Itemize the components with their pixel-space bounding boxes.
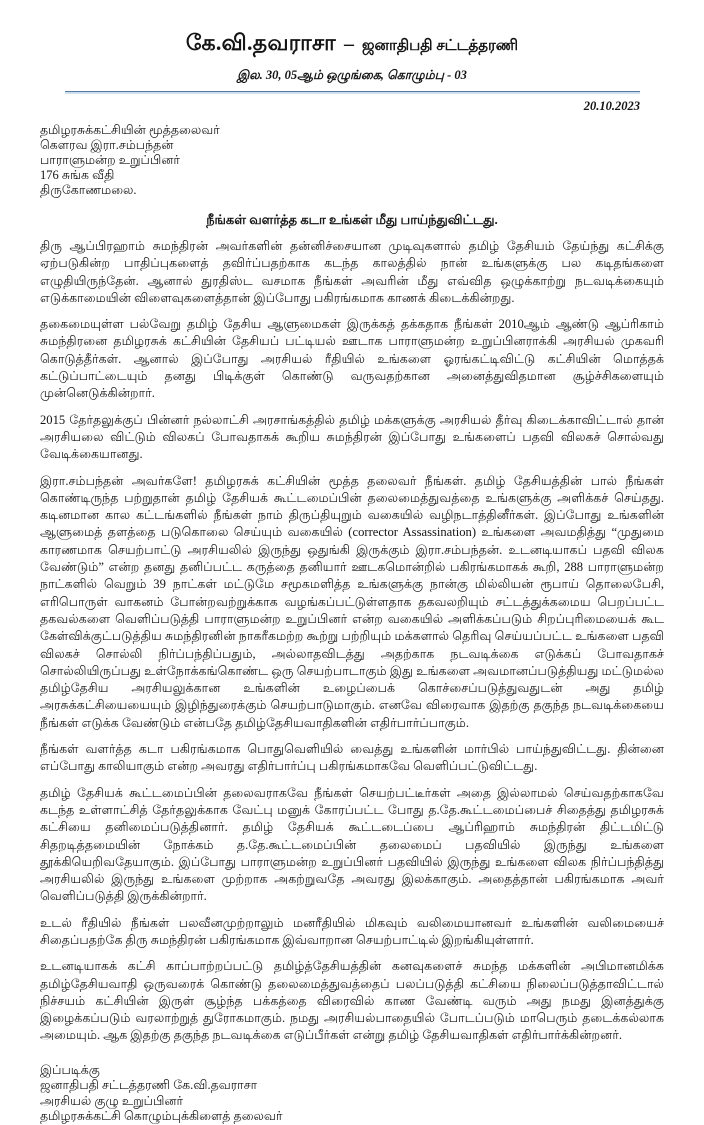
recipient-line: கௌரவ இரா.சம்பந்தன்	[40, 138, 174, 152]
body-paragraph: நீங்கள் வளர்த்த கடா பகிரங்கமாக பொதுவெளியில் வைத்து உங்களின் மார்பில் பாய்ந்துவிட்டது. தின்னை எப்போது காலியாகும் என்ற அவரது எதிர்பார்ப்பு பகிரங்கமாகவே வெளிப்பட்டுவிட்டது.	[40, 742, 664, 774]
letter-date: 20.10.2023	[583, 99, 640, 113]
recipient-line: பாராளுமன்ற உறுப்பினர்	[40, 153, 180, 167]
recipient-line: தமிழரசுக்கட்சியின் மூத்தலைவர்	[40, 123, 220, 137]
letterhead-separator: –	[343, 33, 354, 55]
divider	[65, 91, 640, 94]
body-paragraph: திரு ஆப்பிரஹாம் சுமந்திரன் அவர்களின் தன்னிச்சையான முடிவுகளால் தமிழ் தேசியம் தேய்ந்து கட்சிக்கு ஏற்படுகின்ற பாதிப்புகளைத் தவிர்ப்பதற்காக கடந்த காலத்தில் நான் உங்களுக்கு பல கடிதங்களை எழுதியிருந்தேன். ஆனால் துரதிஸ்ட வசமாக நீங்கள் அவரின் மீது எவ்வித ஒழுக்காற்று நடவடிக்கையும் எடுக்காமையின் விளைவுகளைத்தான் இப்போது பகிரங்கமாக காணக் கிடைக்கின்றது.	[40, 239, 664, 305]
letterhead	[40, 30, 664, 84]
body-paragraph: இரா.சம்பந்தன் அவர்களே! தமிழரசுக் கட்சியின் மூத்த தலைவர் நீங்கள். தமிழ் தேசியத்தின் பால் நீங்கள் கொண்டிருந்த பற்றுதான் தமிழ் தேசியக் கூட்டமைப்பின் தலைமைத்துவத்தை உங்களுக்கு அளிக்கச் செய்தது. கடினமான கால கட்டங்களில் நீங்கள் நாம் திருப்தியுறும் வகையில் வழிநடாத்தினீர்கள். இப்போது உங்களின் ஆளுமைத் தளத்தை படுகொலை செய்யும் வகையில் (corrector Assassination) உங்களை அவமதித்து “முதுமை காரணமாக செயற்பாட்டு அரசியலில் இருந்து ஒதுங்கி இருக்கும் இரா.சம்பந்தன். உடனடியாகப் பதவி விலக வேண்டும்” என்ற தனது தனிப்பட்ட கருத்தை தனியார் ஊடகமொன்றில் பகிரங்கமாகக் கூறி, 288 பாராளுமன்ற நாட்களில் வெறும் 39 நாட்கள் மட்டுமே சமூகமளித்த உங்களுக்கு நான்கு மில்லியன் ரூபாய் தொலைபேசி, எரிபொருள் வாகனம் போன்றவற்றுக்காக வழங்கப்பட்டுள்ளதாக தகவலறியும் சட்டத்துக்கமைய பெறப்பட்ட தகவல்களை வெளிப்படுத்தி பாராளுமன்ற உறுப்பினர் என்ற வகையில் அளிக்கப்படும் சிறப்புரிமையைக் கூட கேள்விக்குட்படுத்திய சுமந்திரனின் நாகரீகமற்ற கூற்று பற்றியும் மக்களால் தெரிவு செய்யப்பட்ட உங்களை பதவி விலகச் சொல்லி நிர்ப்பந்திப்பதும், அல்லாதவிடத்து அதற்காக நடவடிக்கை எடுக்கப் போவதாகச் சொல்லியிருப்பது உள்நோக்கங்கொண்ட ஒரு செயற்பாடாகும் இது உங்களை அவமானப்படுத்தியது மட்டுமல்ல தமிழ்தேசிய அரசியலுக்கான உங்களின் உழைப்பைக் கொச்சைப்படுத்துவதுடன் அது தமிழ் அரசுக்கட்சியையையும் இழிந்துரைக்கும் செயற்பாடுமாகும். எனவே விரைவாக இதற்கு தகுந்த நடவடிக்கையை நீங்கள் எடுக்க வேண்டும் என்பதே தமிழ்தேசியவாதிகளின் எதிர்பார்ப்பாகும்.	[40, 473, 664, 730]
letterhead-role: ஜனாதிபதி சட்டத்தரணி	[361, 38, 519, 54]
letterhead-name: கே.வி.தவராசா	[185, 30, 336, 55]
body-paragraph: தமிழ் தேசியக் கூட்டமைப்பின் தலைவராகவே நீங்கள் செயற்பட்டீர்கள் அதை இல்லாமல் செய்வதற்காகவே கடந்த உள்ளாட்சித் தேர்தலுக்காக வேட்பு மனுக் கோரப்பட்ட போது த.தே.கூட்டமைப்பைச் சிதைத்து தமிழரசுக் கட்சியை தனிமைப்படுத்தினார். தமிழ் தேசியக் கூட்டடைப்பை ஆப்ரிஹாம் சுமந்திரன் திட்டமிட்டு சிதறடித்தமையின் நோக்கம் த.தே.கூட்டமைப்பின் தலைமைப் பதவியில் இருந்து உங்களை தூக்கியெறிவதேயாகும். இப்போது பாராளுமன்ற உறுப்பினர் பதவியில் இருந்து உங்களை விலக நிர்ப்பந்தித்து அரசியலில் இருந்து உங்களை முற்றாக அகற்றுவதே அவரது இலக்காகும். அதைத்தான் பகிரங்கமாக அவர் வெளிப்படுத்தி இருக்கின்றார்.	[40, 785, 664, 904]
subject-heading: நீங்கள் வளர்த்த கடா உங்கள் மீது பாய்ந்துவிட்டது.	[206, 212, 498, 227]
body-paragraph: உடனடியாகக் கட்சி காப்பாற்றப்பட்டு தமிழ்த்தேசியத்தின் கனவுகளைச் சுமந்த மக்களின் அபிமானமிக்க தமிழ்தேசியவாதி ஒருவரைக் கொண்டு தலைமைத்துவத்தைப் பலப்படுத்தி கட்சியை நிலைப்படுத்தாவிட்டால் நிச்சயம் கட்சியின் இருள் சூழ்ந்த பக்கத்தை விரைவில் காண வேண்டி வரும் அது நமது இனத்துக்கு இழைக்கப்படும் வரலாற்றுத் துரோகமாகும். நமது அரசியல்பாதையில் போடப்படும் மாபெரும் தடைக்கல்லாக அமையும். ஆக இதற்கு தகுந்த நடவடிக்கை எடுப்பீர்கள் என்று தமிழ் தேசியவாதிகள் எதிர்பார்க்கின்றனர்.	[40, 959, 664, 1043]
recipient-line: திருகோணமலை.	[40, 183, 137, 197]
closing-block	[40, 1063, 664, 1125]
recipient-line: 176 சுங்க வீதி	[40, 168, 115, 182]
letter-body	[40, 238, 664, 1045]
letterhead-address: இல. 30, 05ஆம் ஒழுங்கை, கொழும்பு - 03	[237, 68, 467, 82]
closing-line: ஜனாதிபதி சட்டத்தரணி கே.வி.தவராசா	[40, 1078, 258, 1093]
closing-line: தமிழரசுக்கட்சி கொழும்புக்கிளைத் தலைவர்	[40, 1109, 283, 1124]
letterhead-title-line	[40, 30, 664, 59]
closing-line: அரசியல் குழு உறுப்பினர்	[40, 1093, 184, 1108]
body-paragraph: 2015 தேர்தலுக்குப் பின்னர் நல்லாட்சி அரசாங்கத்தில் தமிழ் மக்களுக்கு அரசியல் தீர்வு கிடைக்காவிட்டால் தான் அரசியலை விட்டும் விலகப் போவதாகக் கூறிய சுமந்திரன் இப்போது உங்களைப் பதவி விலகச் சொல்வது வேடிக்கையானது.	[40, 412, 664, 462]
closing-line: இப்படிக்கு	[40, 1062, 100, 1077]
body-paragraph: உடல் ரீதியில் நீங்கள் பலவீனமுற்றாலும் மனரீதியில் மிகவும் வலிமையானவர் உங்களின் வலிமையைச் சிதைப்பதற்கே திரு சுமந்திரன் பகிரங்கமாக இவ்வாறான செயற்பாட்டில் இறங்கியுள்ளார்.	[40, 915, 664, 947]
body-paragraph: தகைமையுள்ள பல்வேறு தமிழ் தேசிய ஆளுமைகள் இருக்கத் தக்கதாக நீங்கள் 2010ஆம் ஆண்டு ஆப்ரிகாம் சுமந்திரனை தமிழரசுக் கட்சியின் தேசியப் பட்டியல் ஊடாக பாராளுமன்ற உறுப்பினராக்கி அரசியல் முகவரி கொடுத்தீர்கள். ஆனால் இப்போது அரசியல் ரீதியில் உங்களை ஓரங்கட்டிவிட்டு கட்சியின் மொத்தக் கட்டுப்பாட்டையும் தனது பிடிக்குள் கொண்டு வருவதற்கான அனைத்துவிதமான சூழ்ச்சிகளையும் முன்னெடுக்கின்றார்.	[40, 317, 664, 401]
recipient-block	[40, 123, 664, 198]
